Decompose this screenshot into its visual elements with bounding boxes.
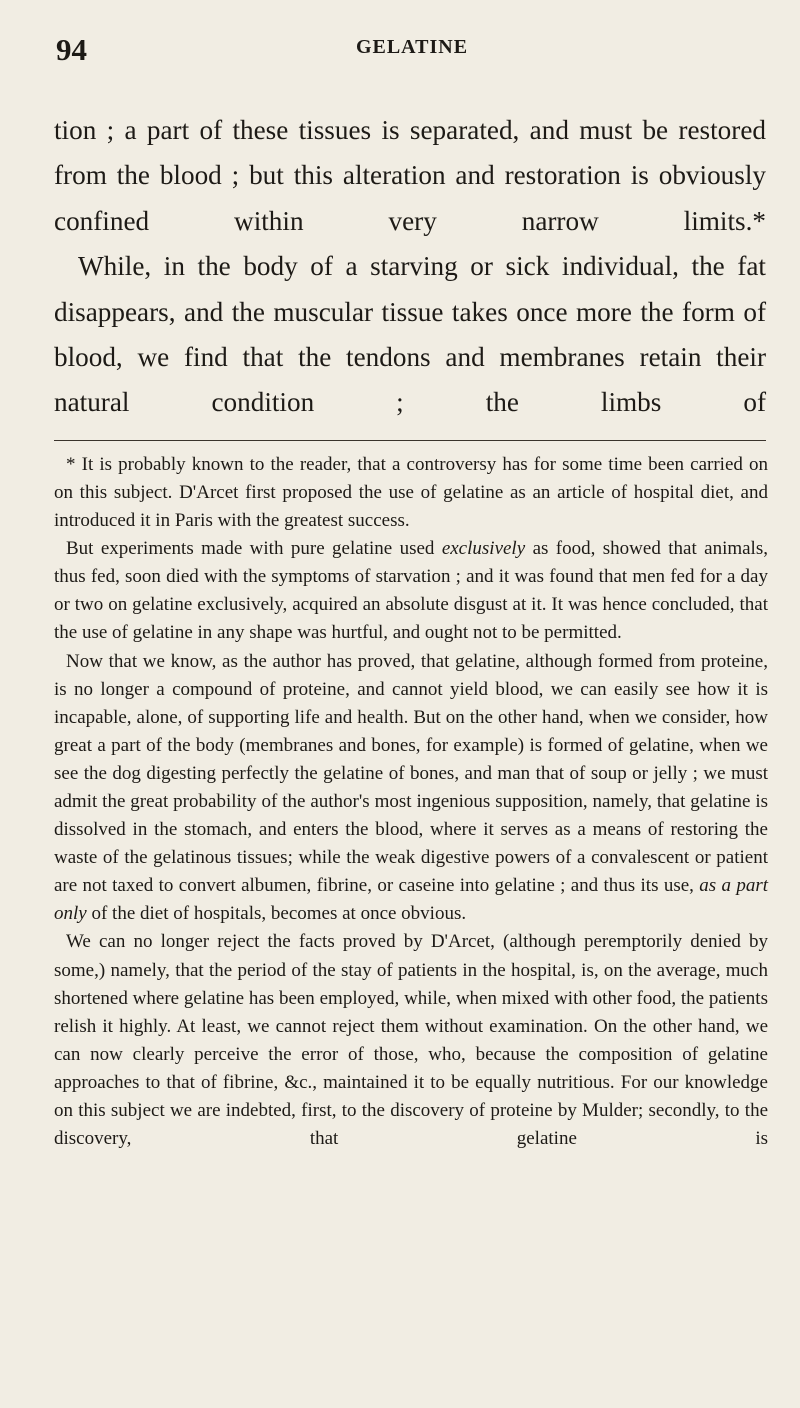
page-number: 94	[56, 32, 87, 67]
footnote-text: as food, showed that animals, thus fed, soon died with the symptoms of starvation ; and it was found that men fed for a day or two on gelatine exclusively, acquired an absolute disgust at it. It was hence concluded, that the use of gelatine in any shape was hurtful, and ought not to be permitted.	[54, 538, 768, 644]
footnote-text: Now that we know, as the author has proved, that gelatine, although formed from proteine, is no longer a compound of proteine, and cannot yield blood, we can easily see how it is incapable, alone, of supporting life and health. But on the other hand, when we consider, how great a part of the body (membranes and bones, for example) is formed of gelatine, when we see the dog digesting perfectly the gelatine of bones, and man that of soup or jelly ; we must admit the great probability of the author's most ingenious supposition, namely, that gelatine is dissolved in the stomach, and enters the blood, where it serves as a means of restoring the waste of the gelatinous tissues; while the weak digestive powers of a convalescent or patient are not taxed to convert albumen, fibrine, or caseine into gelatine ; and thus its use,	[54, 650, 768, 897]
footnote-text: of the diet of hospitals, becomes at once obvious.	[86, 903, 467, 925]
footnote-text: On the other hand, we can now clearly perceive the error of those, who, because the composition of gelatine approaches to that of fibrine, &c., maintained it to be equally nutritious. For our knowledge on this subject we are indebted, first, to the discovery of proteine by Mulder; secondly, to the discovery, that gelatine is	[54, 1015, 769, 1150]
footnote-paragraph: * It is probably known to the reader, that a controversy has for some time been carried on on this subject. D'Arcet first proposed the use of gelatine as an article of hospital diet, and introduced it in Paris with the greatest success.	[54, 453, 768, 532]
footnotes	[54, 451, 768, 1153]
footnote-text: But experiments made with pure gelatine used	[66, 538, 442, 560]
footnote-paragraph	[54, 535, 768, 647]
footnote-text: We can no longer reject the facts proved by D'Arcet, (although peremptorily denied by some,) namely, that the period of the stay of patients in the hospital, is, on the average, much shortened where gelatine has been employed, while, when mixed with other food, the patients relish it highly. At least, we cannot reject them without examination.	[54, 931, 768, 1037]
running-head: GELATINE	[355, 36, 469, 58]
footnote-paragraph	[54, 648, 768, 929]
body-paragraph: While, in the body of a starving or sick individual, the fat disappears, and the muscular tissue takes once more the form of blood, we find that the tendons and membranes retain their natural condition ; the limbs of	[54, 251, 766, 418]
body-paragraph: tion ; a part of these tissues is separated, and must be restored from the blood ; but this alteration and restoration is obviously confined within very narrow limits.*	[54, 115, 766, 236]
footnote-divider	[54, 440, 766, 441]
footnote-emphasis: as a part only	[54, 875, 768, 925]
main-text	[54, 108, 766, 426]
footnote-emphasis: exclusively	[441, 538, 526, 560]
footnote-paragraph	[54, 928, 768, 1153]
page-header	[54, 30, 770, 70]
